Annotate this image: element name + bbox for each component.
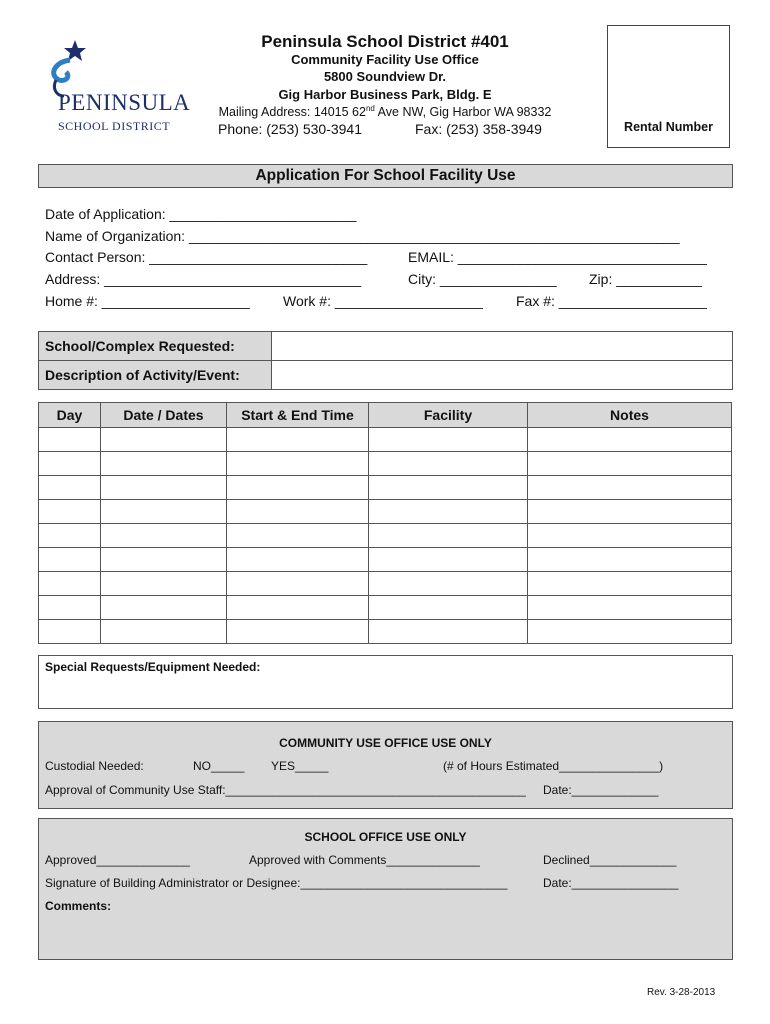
address-field[interactable]: Address: _________________________________	[45, 271, 362, 287]
dates-cell[interactable]	[101, 524, 227, 548]
comments-label: Comments:	[45, 899, 112, 913]
schedule-row	[39, 476, 732, 500]
time-cell[interactable]	[227, 476, 369, 500]
declined-field[interactable]: Declined_____________	[543, 853, 677, 867]
phone-number: Phone: (253) 530-3941	[218, 121, 362, 137]
special-requests-label: Special Requests/Equipment Needed:	[45, 660, 261, 674]
header-dates: Date / Dates	[101, 403, 227, 428]
mailing-address: Mailing Address: 14015 62nd Ave NW, Gig Harbor WA 98332	[218, 104, 552, 120]
school-office-section	[38, 818, 733, 960]
schedule-table	[38, 402, 732, 644]
district-logo	[42, 38, 191, 138]
notes-cell[interactable]	[528, 596, 732, 620]
day-cell[interactable]	[39, 596, 101, 620]
activity-description-input[interactable]	[272, 361, 732, 389]
email-field[interactable]: EMAIL: ________________________________	[408, 249, 707, 265]
notes-cell[interactable]	[528, 452, 732, 476]
facility-cell[interactable]	[369, 620, 528, 644]
schedule-row	[39, 620, 732, 644]
dates-cell[interactable]	[101, 596, 227, 620]
custodial-no-field[interactable]: NO_____	[193, 759, 245, 773]
time-cell[interactable]	[227, 500, 369, 524]
staff-approval-field[interactable]: Approval of Community Use Staff:_____________________________________________	[45, 783, 526, 797]
time-cell[interactable]	[227, 572, 369, 596]
schedule-row	[39, 524, 732, 548]
schedule-row	[39, 428, 732, 452]
custodial-label: Custodial Needed:	[45, 759, 144, 773]
school-complex-input[interactable]	[272, 332, 732, 360]
dates-cell[interactable]	[101, 548, 227, 572]
header-day: Day	[39, 403, 101, 428]
logo-wordmark: PENINSULA	[58, 90, 191, 115]
school-date-field[interactable]: Date:________________	[543, 876, 679, 890]
day-cell[interactable]	[39, 524, 101, 548]
administrator-signature-field[interactable]: Signature of Building Administrator or Designee:_______________________________	[45, 876, 508, 890]
day-cell[interactable]	[39, 476, 101, 500]
day-cell[interactable]	[39, 452, 101, 476]
dates-cell[interactable]	[101, 476, 227, 500]
rental-number-box[interactable]	[607, 25, 730, 148]
notes-cell[interactable]	[528, 476, 732, 500]
day-cell[interactable]	[39, 620, 101, 644]
schedule-row	[39, 548, 732, 572]
special-requests-box[interactable]	[38, 655, 733, 709]
activity-row	[39, 361, 732, 389]
notes-cell[interactable]	[528, 572, 732, 596]
facility-cell[interactable]	[369, 476, 528, 500]
dates-cell[interactable]	[101, 572, 227, 596]
day-cell[interactable]	[39, 572, 101, 596]
request-box	[38, 331, 733, 390]
fax-field[interactable]: Fax #: ___________________	[516, 293, 707, 309]
logo-subtitle: SCHOOL DISTRICT	[58, 119, 171, 133]
street-address: 5800 Soundview Dr.	[323, 69, 447, 84]
day-cell[interactable]	[39, 428, 101, 452]
date-of-application-field[interactable]: Date of Application: ________________________	[45, 206, 357, 222]
school-complex-label: School/Complex Requested:	[39, 332, 272, 360]
facility-cell[interactable]	[369, 548, 528, 572]
rental-number-label: Rental Number	[624, 120, 713, 134]
facility-cell[interactable]	[369, 428, 528, 452]
community-office-section	[38, 721, 733, 809]
header-facility: Facility	[369, 403, 528, 428]
approved-field[interactable]: Approved______________	[45, 853, 190, 867]
schedule-row	[39, 452, 732, 476]
office-name: Community Facility Use Office	[291, 52, 479, 67]
facility-cell[interactable]	[369, 596, 528, 620]
day-cell[interactable]	[39, 548, 101, 572]
day-cell[interactable]	[39, 500, 101, 524]
community-date-field[interactable]: Date:_____________	[543, 783, 659, 797]
revision-date: Rev. 3-28-2013	[647, 987, 716, 998]
notes-cell[interactable]	[528, 524, 732, 548]
district-title: Peninsula School District #401	[261, 32, 509, 51]
schedule-row	[39, 500, 732, 524]
star-swirl-icon	[42, 38, 102, 98]
organization-field[interactable]: Name of Organization: _______________________________________________________________	[45, 228, 680, 244]
facility-cell[interactable]	[369, 500, 528, 524]
custodial-yes-field[interactable]: YES_____	[271, 759, 329, 773]
facility-cell[interactable]	[369, 572, 528, 596]
schedule-row	[39, 572, 732, 596]
approved-with-comments-field[interactable]: Approved with Comments______________	[249, 853, 480, 867]
dates-cell[interactable]	[101, 500, 227, 524]
notes-cell[interactable]	[528, 428, 732, 452]
notes-cell[interactable]	[528, 548, 732, 572]
facility-cell[interactable]	[369, 452, 528, 476]
dates-cell[interactable]	[101, 620, 227, 644]
dates-cell[interactable]	[101, 428, 227, 452]
schedule-row	[39, 596, 732, 620]
time-cell[interactable]	[227, 596, 369, 620]
header-notes: Notes	[528, 403, 732, 428]
school-office-title: SCHOOL OFFICE USE ONLY	[304, 830, 467, 844]
time-cell[interactable]	[227, 548, 369, 572]
activity-description-label: Description of Activity/Event:	[39, 361, 272, 389]
time-cell[interactable]	[227, 428, 369, 452]
notes-cell[interactable]	[528, 620, 732, 644]
contact-person-field[interactable]: Contact Person: ____________________________	[45, 249, 368, 265]
notes-cell[interactable]	[528, 500, 732, 524]
time-cell[interactable]	[227, 452, 369, 476]
time-cell[interactable]	[227, 620, 369, 644]
community-office-title: COMMUNITY USE OFFICE USE ONLY	[279, 736, 492, 750]
form-title: Application For School Facility Use	[38, 164, 733, 188]
dates-cell[interactable]	[101, 452, 227, 476]
work-phone-field[interactable]: Work #: ___________________	[283, 293, 483, 309]
facility-cell[interactable]	[369, 524, 528, 548]
zip-field[interactable]: Zip: ___________	[589, 271, 702, 287]
business-park: Gig Harbor Business Park, Bldg. E	[278, 87, 492, 102]
fax-number: Fax: (253) 358-3949	[415, 121, 542, 137]
city-field[interactable]: City: _______________	[408, 271, 557, 287]
hours-estimated-field[interactable]: (# of Hours Estimated_______________)	[443, 759, 664, 773]
home-phone-field[interactable]: Home #: ___________________	[45, 293, 250, 309]
time-cell[interactable]	[227, 524, 369, 548]
header-time: Start & End Time	[227, 403, 369, 428]
school-row	[39, 332, 732, 361]
